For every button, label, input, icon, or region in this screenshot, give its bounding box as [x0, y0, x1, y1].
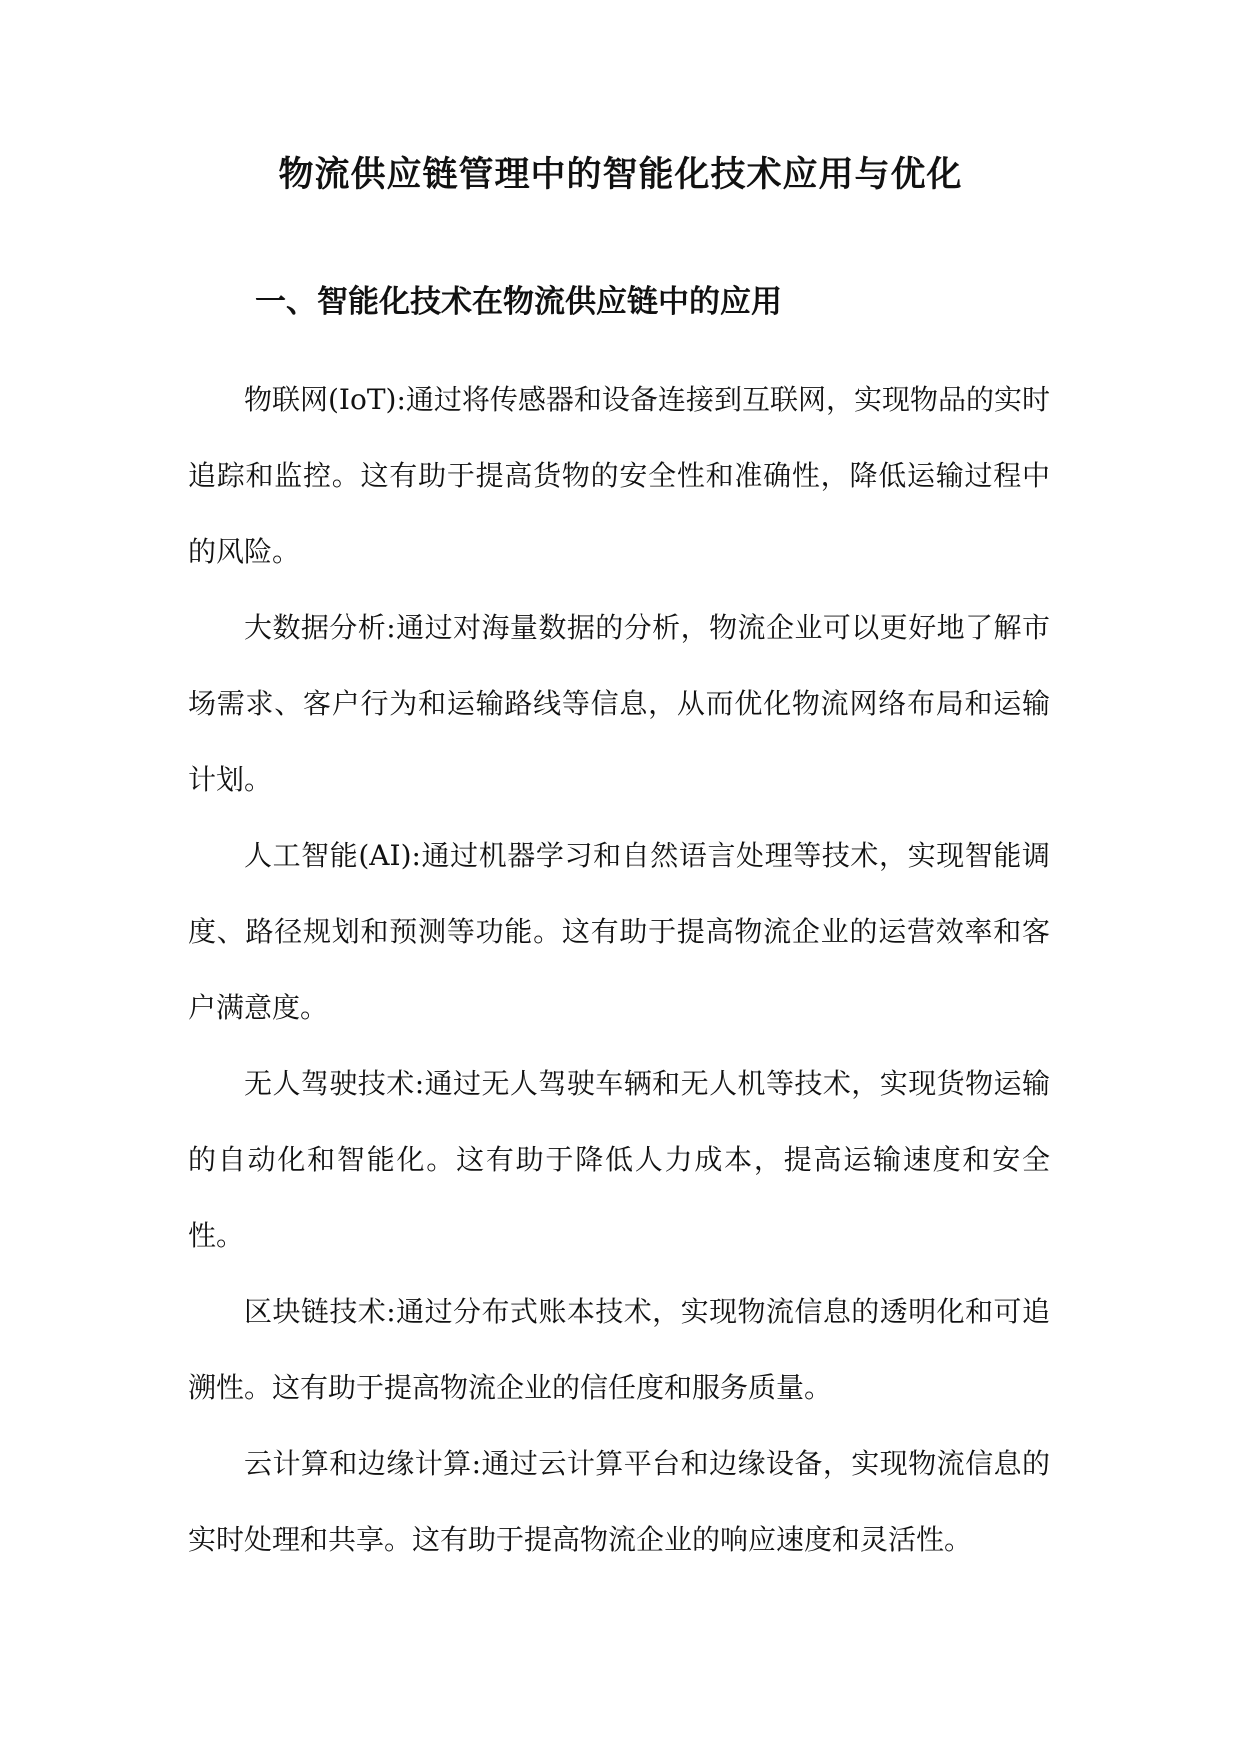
paragraph-ai: 人工智能(AI):通过机器学习和自然语言处理等技术，实现智能调度、路径规划和预测等功能。这有助于提高物流企业的运营效率和客户满意度。: [188, 839, 1050, 1024]
paragraph-iot: 物联网(IoT):通过将传感器和设备连接到互联网，实现物品的实时追踪和监控。这有助于提高货物的安全性和准确性，降低运输过程中的风险。: [188, 383, 1050, 568]
section-body: [188, 362, 1050, 1578]
paragraph-blockchain: 区块链技术:通过分布式账本技术，实现物流信息的透明化和可追溯性。这有助于提高物流企业的信任度和服务质量。: [188, 1295, 1050, 1404]
section-heading: 一、智能化技术在物流供应链中的应用: [255, 284, 782, 320]
paragraph-autonomous-driving: 无人驾驶技术:通过无人驾驶车辆和无人机等技术，实现货物运输的自动化和智能化。这有助于降低人力成本，提高运输速度和安全性。: [188, 1067, 1050, 1252]
paragraph-cloud-edge: 云计算和边缘计算:通过云计算平台和边缘设备，实现物流信息的实时处理和共享。这有助于提高物流企业的响应速度和灵活性。: [188, 1447, 1050, 1556]
paragraph-big-data: 大数据分析:通过对海量数据的分析，物流企业可以更好地了解市场需求、客户行为和运输路线等信息，从而优化物流网络布局和运输计划。: [188, 611, 1050, 796]
document-title: 物流供应链管理中的智能化技术应用与优化: [278, 154, 963, 195]
